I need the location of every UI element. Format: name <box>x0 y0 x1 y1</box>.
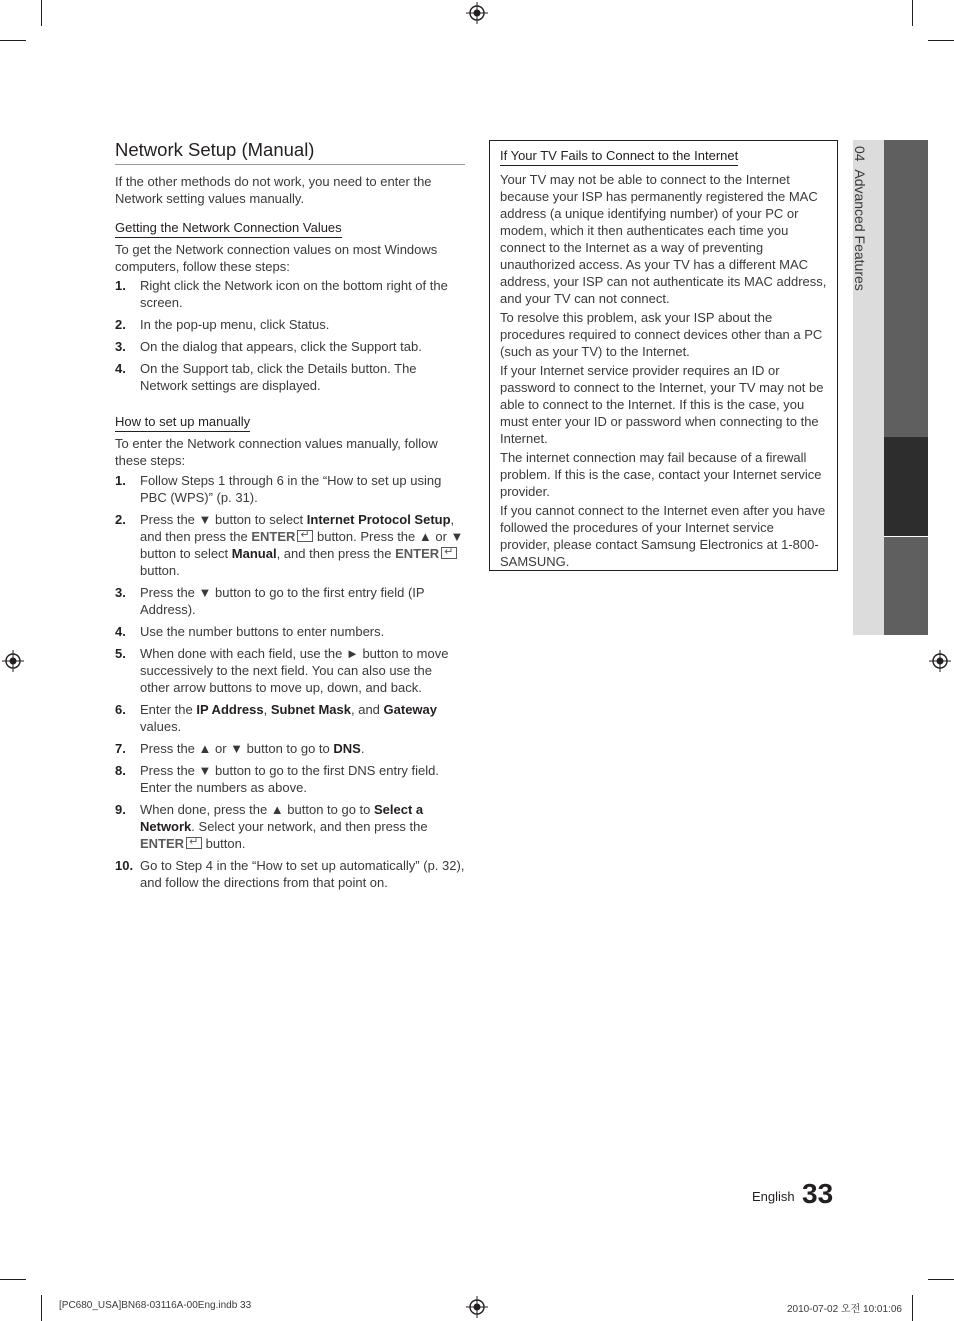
registration-mark-icon <box>466 1296 488 1318</box>
list-item: 8. Press the ▼ button to go to the first DNS entry field. Enter the numbers as above. <box>115 763 440 795</box>
enter-icon <box>441 547 457 559</box>
print-slug-right: 2010-07-02 오전 10:01:06 <box>787 1304 902 1315</box>
chapter-tab-active <box>884 437 928 536</box>
list-item: 3. Press the ▼ button to go to the first entry field (IP Address). <box>115 585 425 617</box>
left-column <box>115 139 465 896</box>
registration-mark-icon <box>466 2 488 24</box>
list-item: 1. Right click the Network icon on the bottom right of the screen. <box>115 278 448 310</box>
list-item: 5. When done with each field, use the ► button to move successively to the next field. You can also use the other arrow buttons to move up, down, and back. <box>115 646 449 695</box>
list-item: 4. On the Support tab, click the Details button. The Network settings are displayed. <box>115 361 417 393</box>
chapter-tab-block <box>884 140 928 437</box>
list-item: 6. Enter the IP Address, Subnet Mask, and Gateway values. <box>115 702 438 734</box>
list-item: 3. On the dialog that appears, click the Support tab. <box>115 339 422 354</box>
crop-mark <box>0 40 26 41</box>
steps-list-manual-setup <box>115 472 465 891</box>
section-heading-connection-values: Getting the Network Connection Values <box>115 219 342 238</box>
registration-mark-icon <box>929 650 951 672</box>
print-slug-left: [PC680_USA]BN68-03116A-00Eng.indb 33 <box>59 1300 252 1311</box>
page-title: Network Setup (Manual) <box>115 139 465 165</box>
crop-mark <box>0 1279 26 1280</box>
list-item: 2. In the pop-up menu, click Status. <box>115 317 330 332</box>
registration-mark-icon <box>2 650 24 672</box>
crop-mark <box>928 40 954 41</box>
crop-mark <box>912 1295 913 1321</box>
list-item: 9. When done, press the ▲ button to go to Select a Network. Select your network, and then press the ENTER↵ button. <box>115 801 465 852</box>
section-heading-manual-setup: How to set up manually <box>115 413 250 432</box>
section-intro: To enter the Network connection values manually, follow these steps: <box>115 436 438 468</box>
list-item: 2. Press the ▼ button to select Internet Protocol Setup, and then press the ENTER↵ button. Press the ▲ or ▼ button to select Manual, and then press the ENTER↵ button. <box>115 511 465 579</box>
note-paragraph: If your Internet service provider requires an ID or password to connect to the Internet, your TV may not be able to connect to the Internet. If this is the case, you must enter your ID or password when connecting to the Internet. <box>500 363 824 446</box>
crop-mark <box>928 1279 954 1280</box>
list-item: 1. Follow Steps 1 through 6 in the “How to set up using PBC (WPS)” (p. 31). <box>115 473 442 505</box>
crop-mark <box>912 0 913 26</box>
enter-icon <box>186 837 202 849</box>
chapter-label: 04 Advanced Features <box>852 146 868 291</box>
steps-list-connection-values <box>115 277 465 394</box>
list-item: 4. Use the number buttons to enter numbers. <box>115 624 385 639</box>
note-paragraph: The internet connection may fail because of a firewall problem. If this is the case, contact your Internet service provider. <box>500 450 822 499</box>
intro-text: If the other methods do not work, you need to enter the Network setting values manually. <box>115 174 432 206</box>
chapter-tab-block <box>884 537 928 635</box>
enter-icon <box>297 530 313 542</box>
section-intro: To get the Network connection values on most Windows computers, follow these steps: <box>115 242 438 274</box>
troubleshooting-note-box <box>489 140 838 571</box>
page-language: English <box>752 1189 795 1204</box>
note-paragraph: If you cannot connect to the Internet even after you have followed the procedures of your Internet service provider, please contact Samsung Electronics at 1-800-SAMSUNG. <box>500 503 826 569</box>
list-item: 10. Go to Step 4 in the “How to set up automatically” (p. 32), and follow the directions from that point on. <box>115 858 465 890</box>
note-paragraph: To resolve this problem, ask your ISP about the procedures required to connect devices other than a PC (such as your TV) to the Internet. <box>500 310 823 359</box>
list-item: 7. Press the ▲ or ▼ button to go to DNS. <box>115 741 365 756</box>
crop-mark <box>41 0 42 26</box>
note-paragraph: Your TV may not be able to connect to the Internet because your ISP has permanently registered the MAC address (a unique identifying number) of your PC or modem, which it then authenticates each time you connect to the Internet as a way of preventing unauthorized access. As your TV has a different MAC address, your ISP can not authenticate its MAC address, and your TV can not connect. <box>500 172 827 306</box>
note-heading: If Your TV Fails to Connect to the Internet <box>500 147 738 166</box>
page-number: 33 <box>802 1178 834 1209</box>
crop-mark <box>41 1295 42 1321</box>
